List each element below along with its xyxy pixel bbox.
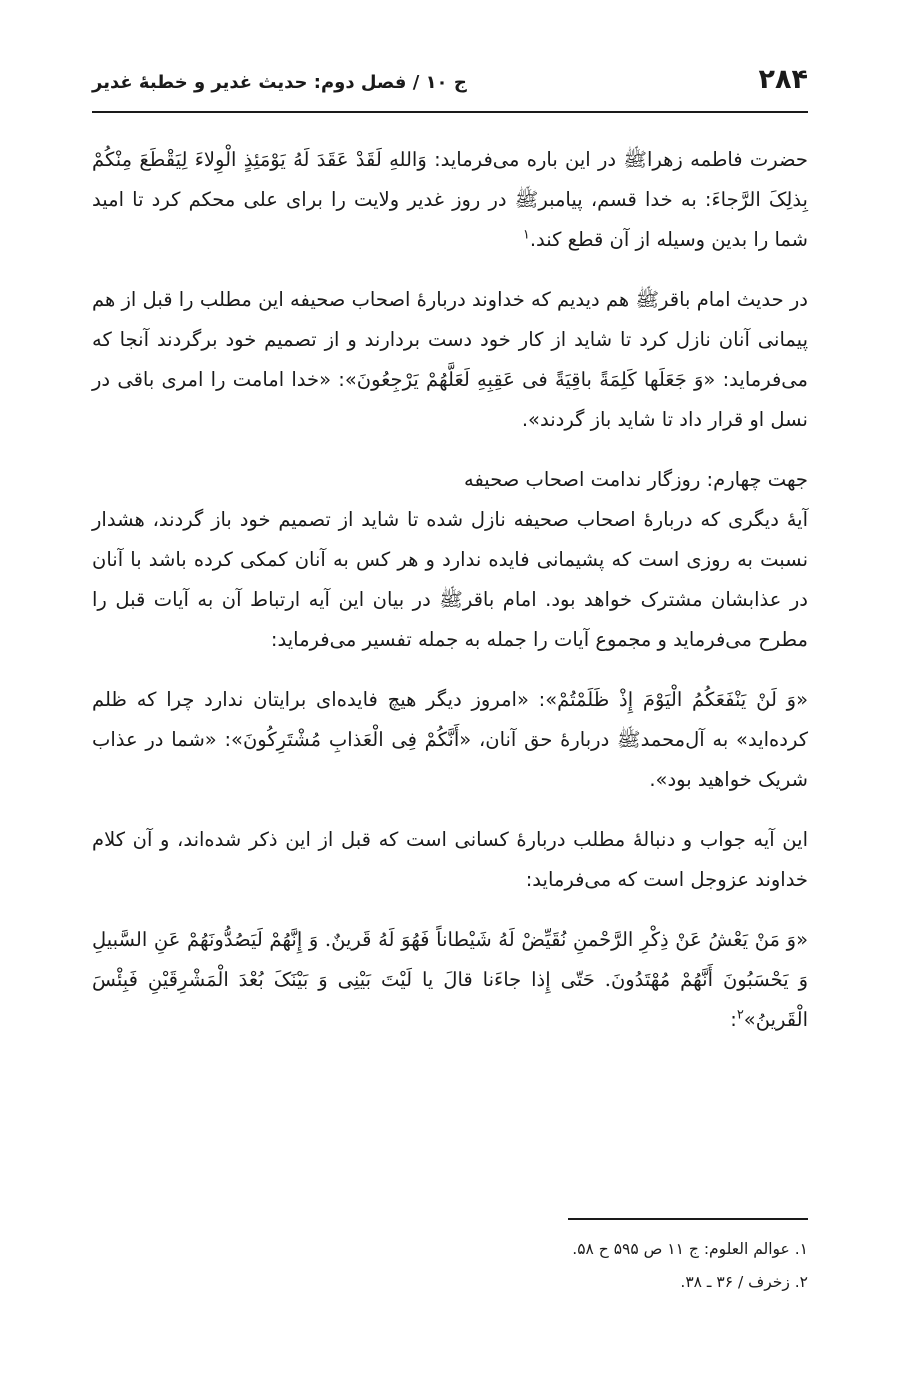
text-run: »: «امروز دیگر هیچ فایده‌ای برایتان ندارد چرا که ظلم کرده‌اید» به آل‌محمد	[92, 688, 809, 751]
honorific: ﷺ	[617, 728, 641, 751]
paragraph-fatima-quote	[92, 140, 808, 260]
text-run: : به خدا قسم، پیامبر	[538, 188, 712, 211]
text-run: »: «خدا امامت را امری باقی در نسل او قرار داد تا شاید باز گردند».	[92, 368, 808, 431]
paragraph-continuation: این آیه جواب و دنبالهٔ مطلب دربارهٔ کسانی است که قبل از این ذکر شده‌اند، و آن کلام خداوند عزوجل است که می‌فرماید:	[92, 828, 808, 891]
text-run: آیهٔ دیگری که دربارهٔ اصحاب صحیفه نازل شده تا شاید از تصمیم خود باز گردند، هشدار نسبت به روزی است که پشیمانی فایده ندارد و هر کس به آنان کمکی کرده باشد با آنان در عذابشان مشترک خواهد بود. امام باقر	[92, 508, 808, 611]
paragraph-verse-explanation	[92, 680, 808, 800]
text-run: :	[730, 1008, 737, 1031]
quran-verse: أَنَّکُمْ فِی الْعَذابِ مُشْتَرِکُونَ	[242, 728, 460, 751]
honorific: ﷺ	[623, 148, 647, 171]
quran-verse: وَ لَنْ یَنْفَعَکُمُ الْیَوْمَ إِذْ ظَلَمْتُمْ	[557, 688, 797, 711]
section-heading: جهت چهارم: روزگار ندامت اصحاب صحیفه	[463, 468, 808, 491]
text-run: در بیان این آیه ارتباط آن به آیات قبل را مطرح می‌فرماید و مجموع آیات را جمله به جمله تفسیر می‌فرماید:	[92, 588, 808, 651]
footnote-item: ۱. عوالم العلوم: ج ۱۱ ص ۵۹۵ ح ۵۸.	[572, 1240, 808, 1258]
text-run: حضرت فاطمه زهرا	[646, 148, 808, 171]
text-run: »: «شما در عذاب شریک خواهید بود».	[92, 728, 808, 791]
text-run: دربارهٔ حق آنان، «	[459, 728, 617, 751]
quran-verse: وَ جَعَلَها کَلِمَةً باقِیَةً فی عَقِبِهِ لَعَلَّهُمْ یَرْجِعُونَ	[356, 368, 704, 391]
text-run: «	[796, 928, 808, 951]
arabic-quote: وَاللهِ لَقَدْ عَقَدَ لَهُ یَوْمَئِذٍ الْوِلاءَ لِیَقْطَعَ مِنْکُمْ بِذلِکَ الرَّجاءَ	[92, 148, 808, 211]
paragraph-regret-day	[92, 500, 808, 660]
text-run: در روز غدیر ولایت را برای علی محکم کرد تا امید شما را بدین وسیله از آن قطع کند.	[92, 188, 808, 251]
footnote-rule	[568, 1218, 808, 1220]
footnotes	[92, 1233, 808, 1299]
running-title: ج ۱۰ / فصل دوم: حدیث غدیر و خطبهٔ غدیر	[92, 72, 467, 93]
text-run: در حدیث امام باقر	[659, 288, 808, 311]
honorific: ﷺ	[439, 588, 463, 611]
footnote-item: ۲. زخرف / ۳۶ ـ ۳۸.	[680, 1273, 808, 1291]
footnote-ref[interactable]: ۲	[736, 1007, 744, 1023]
main-text	[92, 140, 808, 1060]
footnote-ref[interactable]: ۱	[522, 227, 530, 243]
text-run: هم دیدیم که خداوند دربارهٔ اصحاب صحیفه این مطلب را قبل از هم پیمانی آنان نازل کرد تا شاید از کار خود دست بردارند و از تصمیم خود برگردند آنجا که می‌فرماید: «	[92, 288, 808, 391]
header-rule	[92, 111, 808, 113]
paragraph-quran-zukhruf	[92, 920, 808, 1040]
text-run: «	[796, 688, 808, 711]
page-number: ۲۸۴	[758, 64, 808, 95]
text-run: »	[743, 1008, 756, 1031]
page-header	[92, 62, 808, 114]
paragraph-imam-baqir	[92, 280, 808, 440]
honorific: ﷺ	[514, 188, 539, 211]
quran-verse: وَ مَنْ یَعْشُ عَنْ ذِکْرِ الرَّحْمنِ نُقَیِّضْ لَهُ شَیْطاناً فَهُوَ لَهُ قَرینٌ. وَ إِنَّهُمْ لَیَصُدُّونَهُمْ عَنِ السَّبیلِ وَ یَحْسَبُونَ أَنَّهُمْ مُهْتَدُونَ. حَتّی إِذا جاءَنا قالَ یا لَیْتَ بَیْنِی وَ بَیْنَکَ بُعْدَ الْمَشْرِقَیْنِ فَبِئْسَ الْقَرینُ	[92, 928, 808, 1031]
honorific: ﷺ	[635, 288, 660, 311]
text-run: در این باره می‌فرماید:	[426, 148, 624, 171]
